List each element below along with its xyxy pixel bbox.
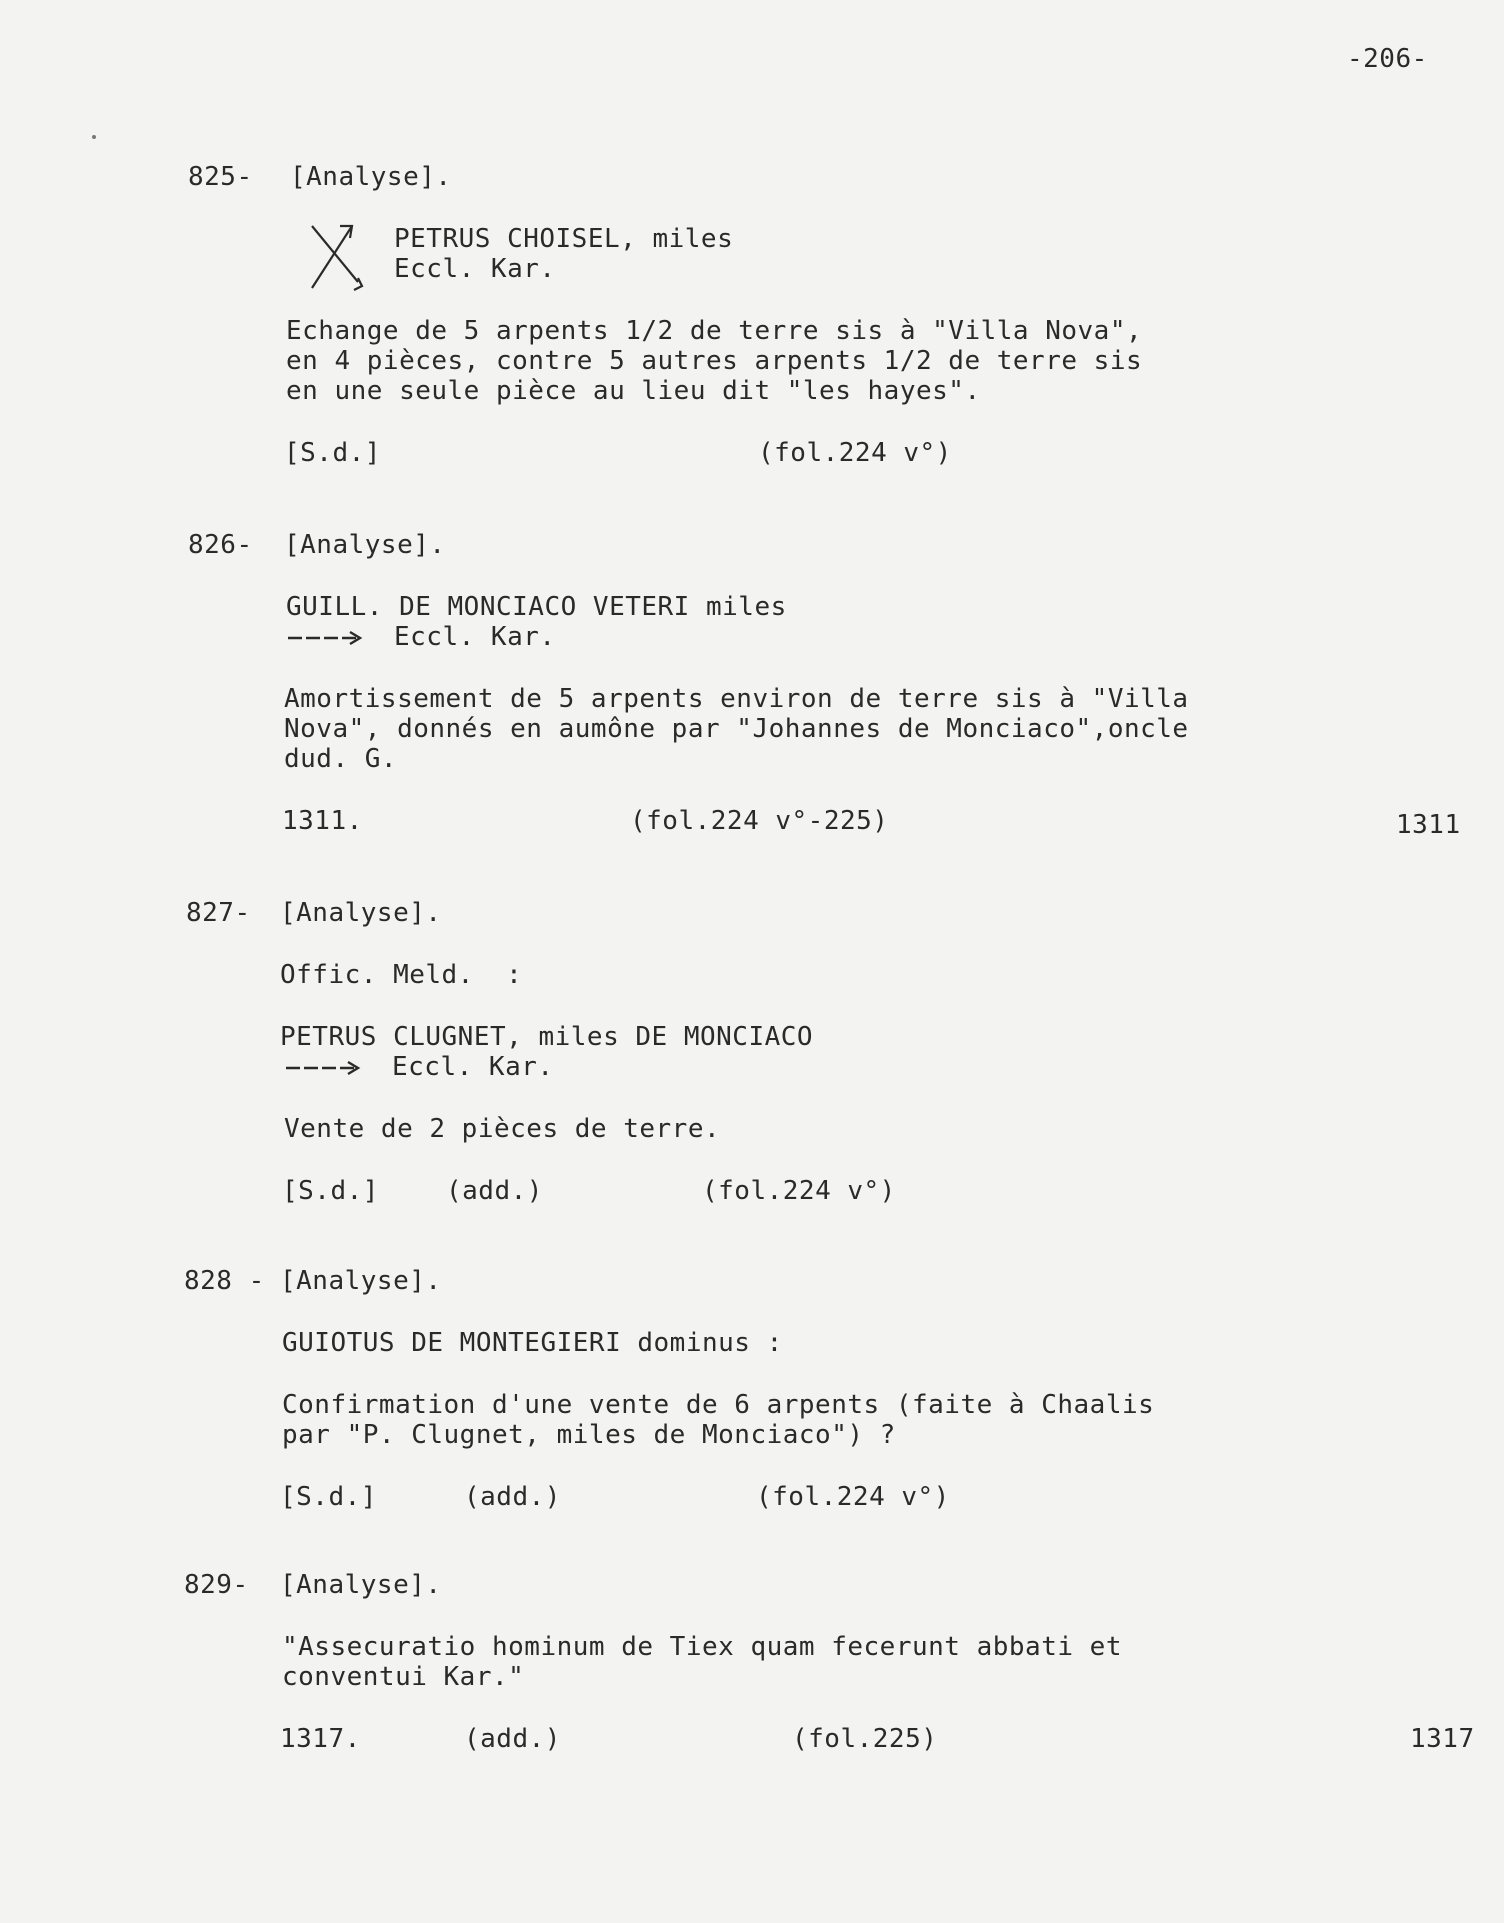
folio-reference: (fol.224 v°) [702,1176,896,1206]
note: (add.) [446,1176,543,1206]
party-line: GUILL. DE MONCIACO VETERI miles [286,592,787,622]
date: [S.d.] [280,1482,377,1512]
entry-number: 827- [186,898,251,928]
description-line: Nova", donnés en aumône par "Johannes de Monciaco",oncle [284,714,1189,744]
paper-speck [92,135,96,139]
margin-year: 1311 [1396,810,1461,840]
analyse-label: [Analyse]. [280,898,442,928]
description-line: en une seule pièce au lieu dit "les hayes". [286,376,981,406]
folio-reference: (fol.225) [792,1724,938,1754]
folio-reference: (fol.224 v°) [756,1482,950,1512]
party-line: PETRUS CHOISEL, miles [394,224,734,254]
description-line: conventui Kar." [282,1662,525,1692]
office-line: Offic. Meld. : [280,960,523,990]
analyse-label: [Analyse]. [284,530,446,560]
arrow-right-icon [284,1060,364,1076]
description-line: en 4 pièces, contre 5 autres arpents 1/2 de terre sis [286,346,1143,376]
date: 1317. [280,1724,361,1754]
page-number: -206- [1347,44,1428,74]
arrow-right-icon [286,630,366,646]
analyse-label: [Analyse]. [290,162,452,192]
party-line: Eccl. Kar. [394,622,556,652]
note: (add.) [464,1482,561,1512]
analyse-label: [Analyse]. [280,1266,442,1296]
folio-reference: (fol.224 v°) [758,438,952,468]
entry-number: 826- [188,530,253,560]
description-line: Amortissement de 5 arpents environ de terre sis à "Villa [284,684,1189,714]
party-line: PETRUS CLUGNET, miles DE MONCIACO [280,1022,814,1052]
description-line: par "P. Clugnet, miles de Monciaco") ? [282,1420,896,1450]
note: (add.) [464,1724,561,1754]
description-line: dud. G. [284,744,398,774]
folio-reference: (fol.224 v°-225) [630,806,889,836]
description-line: Vente de 2 pièces de terre. [284,1114,721,1144]
description-line: Echange de 5 arpents 1/2 de terre sis à "Villa Nova", [286,316,1143,346]
description-line: Confirmation d'une vente de 6 arpents (faite à Chaalis [282,1390,1155,1420]
date: 1311. [282,806,363,836]
description-line: "Assecuratio hominum de Tiex quam fecerunt abbati et [282,1632,1122,1662]
party-line: Eccl. Kar. [392,1052,554,1082]
entry-number: 829- [184,1570,249,1600]
party-line: GUIOTUS DE MONTEGIERI dominus : [282,1328,783,1358]
margin-year: 1317 [1410,1724,1475,1754]
cross-arrow-icon [306,220,368,294]
party-line: Eccl. Kar. [394,254,556,284]
analyse-label: [Analyse]. [280,1570,442,1600]
date: [S.d.] [284,438,381,468]
entry-number: 828 - [184,1266,265,1296]
entry-number: 825- [188,162,253,192]
date: [S.d.] [282,1176,379,1206]
